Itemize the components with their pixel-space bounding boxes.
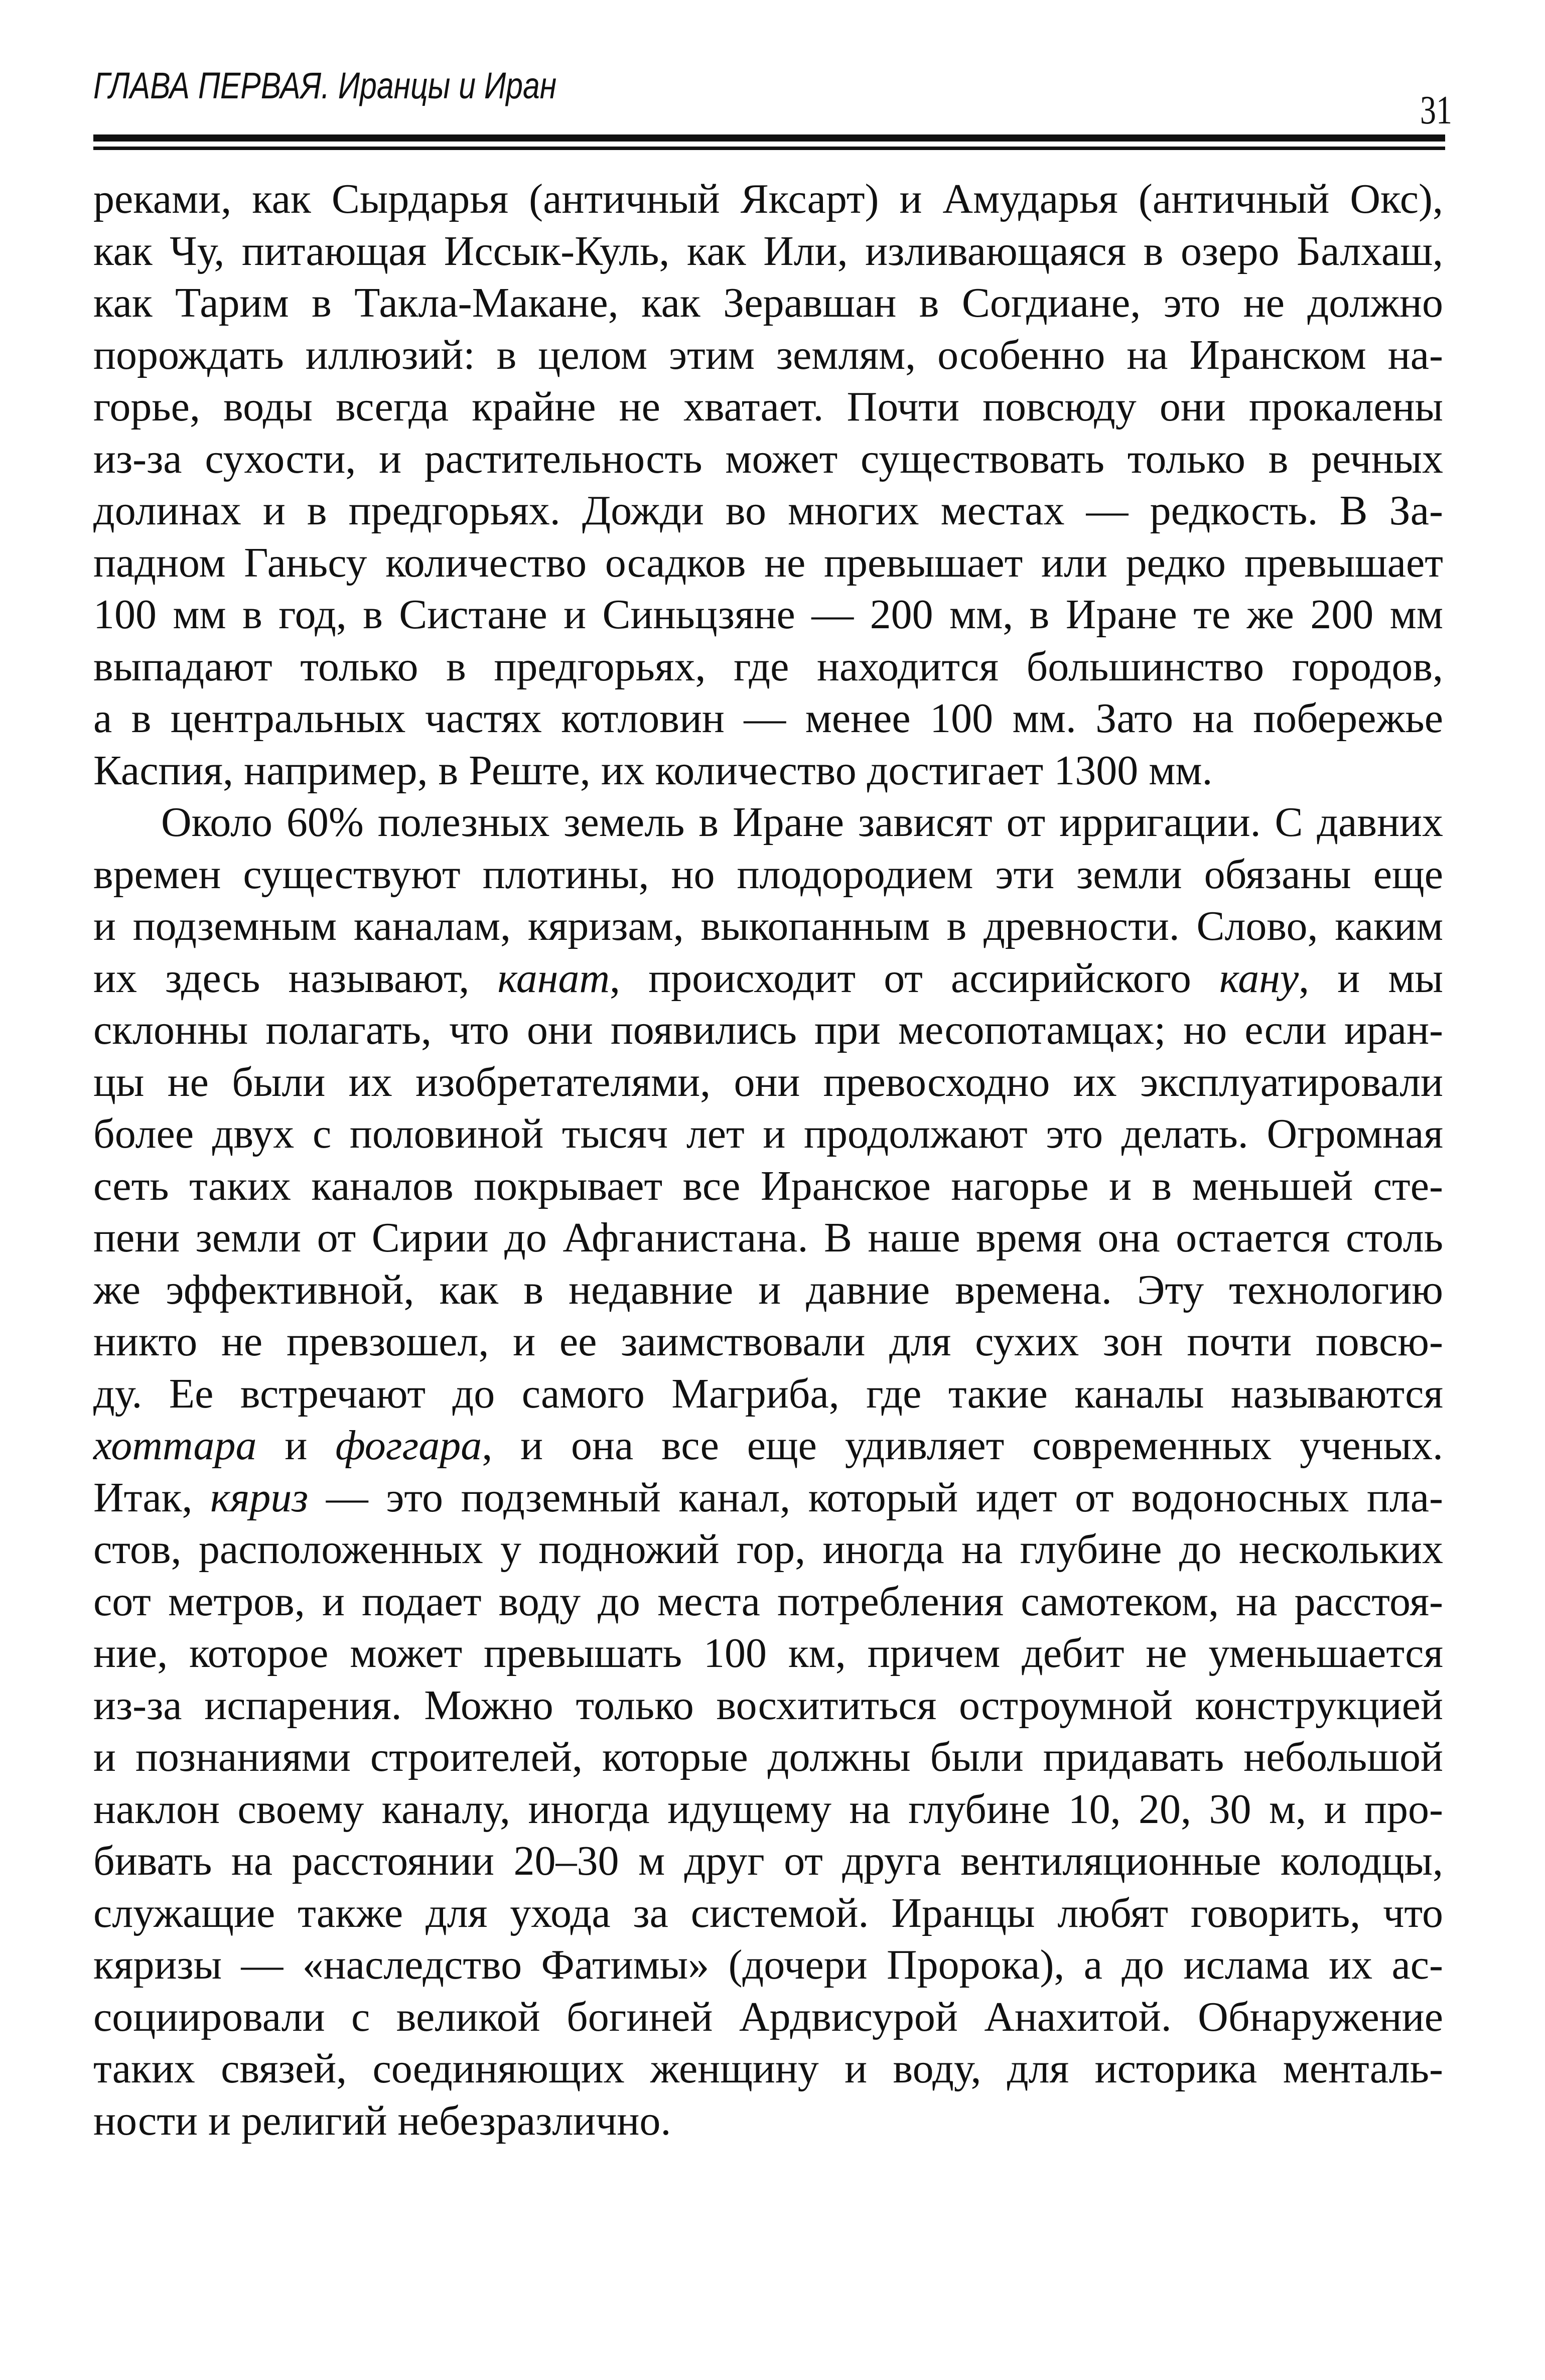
text-segment: Около 60% полезных земель в Иране зависят от ирригации. С давних	[161, 799, 1443, 846]
text-line	[93, 1991, 1443, 2043]
text-segment: и подземным каналам, кяризам, выкопанным в древности. Слово, каким	[93, 903, 1443, 949]
text-segment: бивать на расстоянии 20–30 м друг от друга вентиляционные колодцы,	[93, 1838, 1443, 1884]
text-segment: ности и религий небезразлично.	[93, 2097, 671, 2144]
text-segment: как Чу, питающая Иссык-Куль, как Или, изливающаяся в озеро Балхаш,	[93, 227, 1443, 274]
italic-term: фоггара	[335, 1422, 482, 1469]
text-segment: и	[256, 1422, 336, 1469]
text-segment: их здесь называют,	[93, 954, 498, 1002]
text-line	[93, 1316, 1443, 1368]
text-segment: сот метров, и подает воду до места потребления самотеком, на расстоя-	[93, 1578, 1443, 1625]
text-segment: пени земли от Сирии до Афганистана. В наше время она остается столь	[93, 1214, 1443, 1261]
text-line	[93, 1212, 1443, 1264]
text-segment: цы не были их изобретателями, они превосходно их эксплуатировали	[93, 1058, 1443, 1105]
text-line	[93, 277, 1443, 329]
text-line	[93, 1731, 1443, 1783]
text-line	[93, 589, 1443, 641]
text-segment: 100 мм в год, в Систане и Синьцзяне — 200 мм, в Иране те же 200 мм	[93, 591, 1443, 638]
text-segment: Итак,	[93, 1474, 211, 1521]
text-line	[93, 1004, 1443, 1056]
text-line	[93, 849, 1443, 901]
text-line	[93, 1627, 1443, 1679]
text-segment: долинах и в предгорьях. Дожди во многих местах — редкость. В За-	[93, 487, 1443, 534]
text-line	[93, 1160, 1443, 1212]
text-segment: из-за сухости, и растительность может существовать только в речных	[93, 435, 1443, 482]
text-line	[93, 1783, 1443, 1836]
text-line	[93, 1264, 1443, 1316]
text-line	[93, 1420, 1443, 1472]
text-line	[93, 1472, 1443, 1524]
text-segment: из-за испарения. Можно только восхититься остроумной конструкцией	[93, 1682, 1443, 1729]
running-header: ГЛАВА ПЕРВАЯ. Иранцы и Иран	[93, 65, 557, 106]
text-segment: стов, расположенных у подножий гор, иногда на глубине до нескольких	[93, 1526, 1443, 1573]
italic-term: кяриз	[210, 1474, 309, 1521]
text-line	[93, 225, 1443, 277]
page-number: 31	[1420, 88, 1452, 132]
text-segment: , происходит от ассирийского	[610, 954, 1219, 1002]
text-segment: порождать иллюзий: в целом этим землям, особенно на Иранском на-	[93, 331, 1443, 378]
header-rule-thin	[93, 147, 1445, 150]
text-segment: таких связей, соединяющих женщину и воду, для историка менталь-	[93, 2045, 1443, 2092]
body-text	[93, 173, 1443, 2147]
text-line	[93, 1576, 1443, 1628]
text-segment: падном Ганьсу количество осадков не превышает или редко превышает	[93, 539, 1443, 586]
text-line	[93, 2095, 1443, 2147]
text-segment: наклон своему каналу, иногда идущему на глубине 10, 20, 30 м, и про-	[93, 1785, 1443, 1833]
text-segment: выпадают только в предгорьях, где находится большинство городов,	[93, 643, 1443, 690]
text-line	[93, 745, 1443, 797]
text-segment: социировали с великой богиней Ардвисурой Анахитой. Обнаружение	[93, 1993, 1443, 2040]
text-line	[93, 1368, 1443, 1420]
text-line	[93, 952, 1443, 1005]
text-segment: как Тарим в Такла-Макане, как Зеравшан в Согдиане, это не должно	[93, 279, 1443, 326]
text-line	[93, 1835, 1443, 1887]
text-line	[93, 537, 1443, 589]
text-line	[93, 1679, 1443, 1732]
text-line	[93, 2043, 1443, 2095]
text-segment: — это подземный канал, который идет от водоносных пла-	[308, 1474, 1443, 1521]
text-line	[93, 900, 1443, 952]
italic-term: хоттара	[93, 1422, 257, 1469]
text-segment: и познаниями строителей, которые должны были придавать небольшой	[93, 1734, 1443, 1780]
text-line	[93, 641, 1443, 693]
text-segment: , и мы	[1299, 954, 1443, 1002]
text-line	[93, 692, 1443, 745]
italic-term: кану	[1219, 954, 1299, 1002]
text-segment: ние, которое может превышать 100 км, причем дебит не уменьшается	[93, 1630, 1443, 1676]
text-line	[93, 485, 1443, 537]
text-segment: а в центральных частях котловин — менее 100 мм. Зато на побережье	[93, 695, 1443, 742]
text-segment: времен существуют плотины, но плодородием эти земли обязаны еще	[93, 851, 1443, 898]
text-segment: никто не превзошел, и ее заимствовали для сухих зон почти повсю-	[93, 1318, 1443, 1365]
text-segment: склонны полагать, что они появились при месопотамцах; но если иран-	[93, 1007, 1443, 1053]
text-segment: Каспия, например, в Реште, их количество достигает 1300 мм.	[93, 747, 1213, 794]
text-segment: более двух с половиной тысяч лет и продолжают это делать. Огромная	[93, 1110, 1443, 1157]
text-segment: сеть таких каналов покрывает все Иранское нагорье и в меньшей сте-	[93, 1162, 1443, 1209]
text-line	[93, 1523, 1443, 1576]
text-line	[93, 1056, 1443, 1108]
text-line	[93, 796, 1443, 849]
italic-term: канат	[497, 954, 610, 1002]
text-segment: служащие также для ухода за системой. Иранцы любят говорить, что	[93, 1889, 1443, 1936]
text-segment: кяризы — «наследство Фатимы» (дочери Пророка), а до ислама их ас-	[93, 1941, 1443, 1988]
text-line	[93, 1939, 1443, 1991]
text-line	[93, 433, 1443, 485]
text-segment: же эффективной, как в недавние и давние времена. Эту технологию	[93, 1266, 1443, 1313]
text-line	[93, 173, 1443, 225]
text-segment: горье, воды всегда крайне не хватает. Почти повсюду они прокалены	[93, 383, 1443, 430]
header-rule-thick	[93, 134, 1445, 142]
text-segment: реками, как Сырдарья (античный Яксарт) и Амударья (античный Окс),	[93, 176, 1443, 222]
text-line	[93, 329, 1443, 381]
text-segment: , и она все еще удивляет современных ученых.	[482, 1422, 1443, 1469]
text-line	[93, 1108, 1443, 1160]
text-segment: ду. Ее встречают до самого Магриба, где такие каналы называются	[93, 1370, 1443, 1417]
text-line	[93, 381, 1443, 433]
text-line	[93, 1887, 1443, 1939]
